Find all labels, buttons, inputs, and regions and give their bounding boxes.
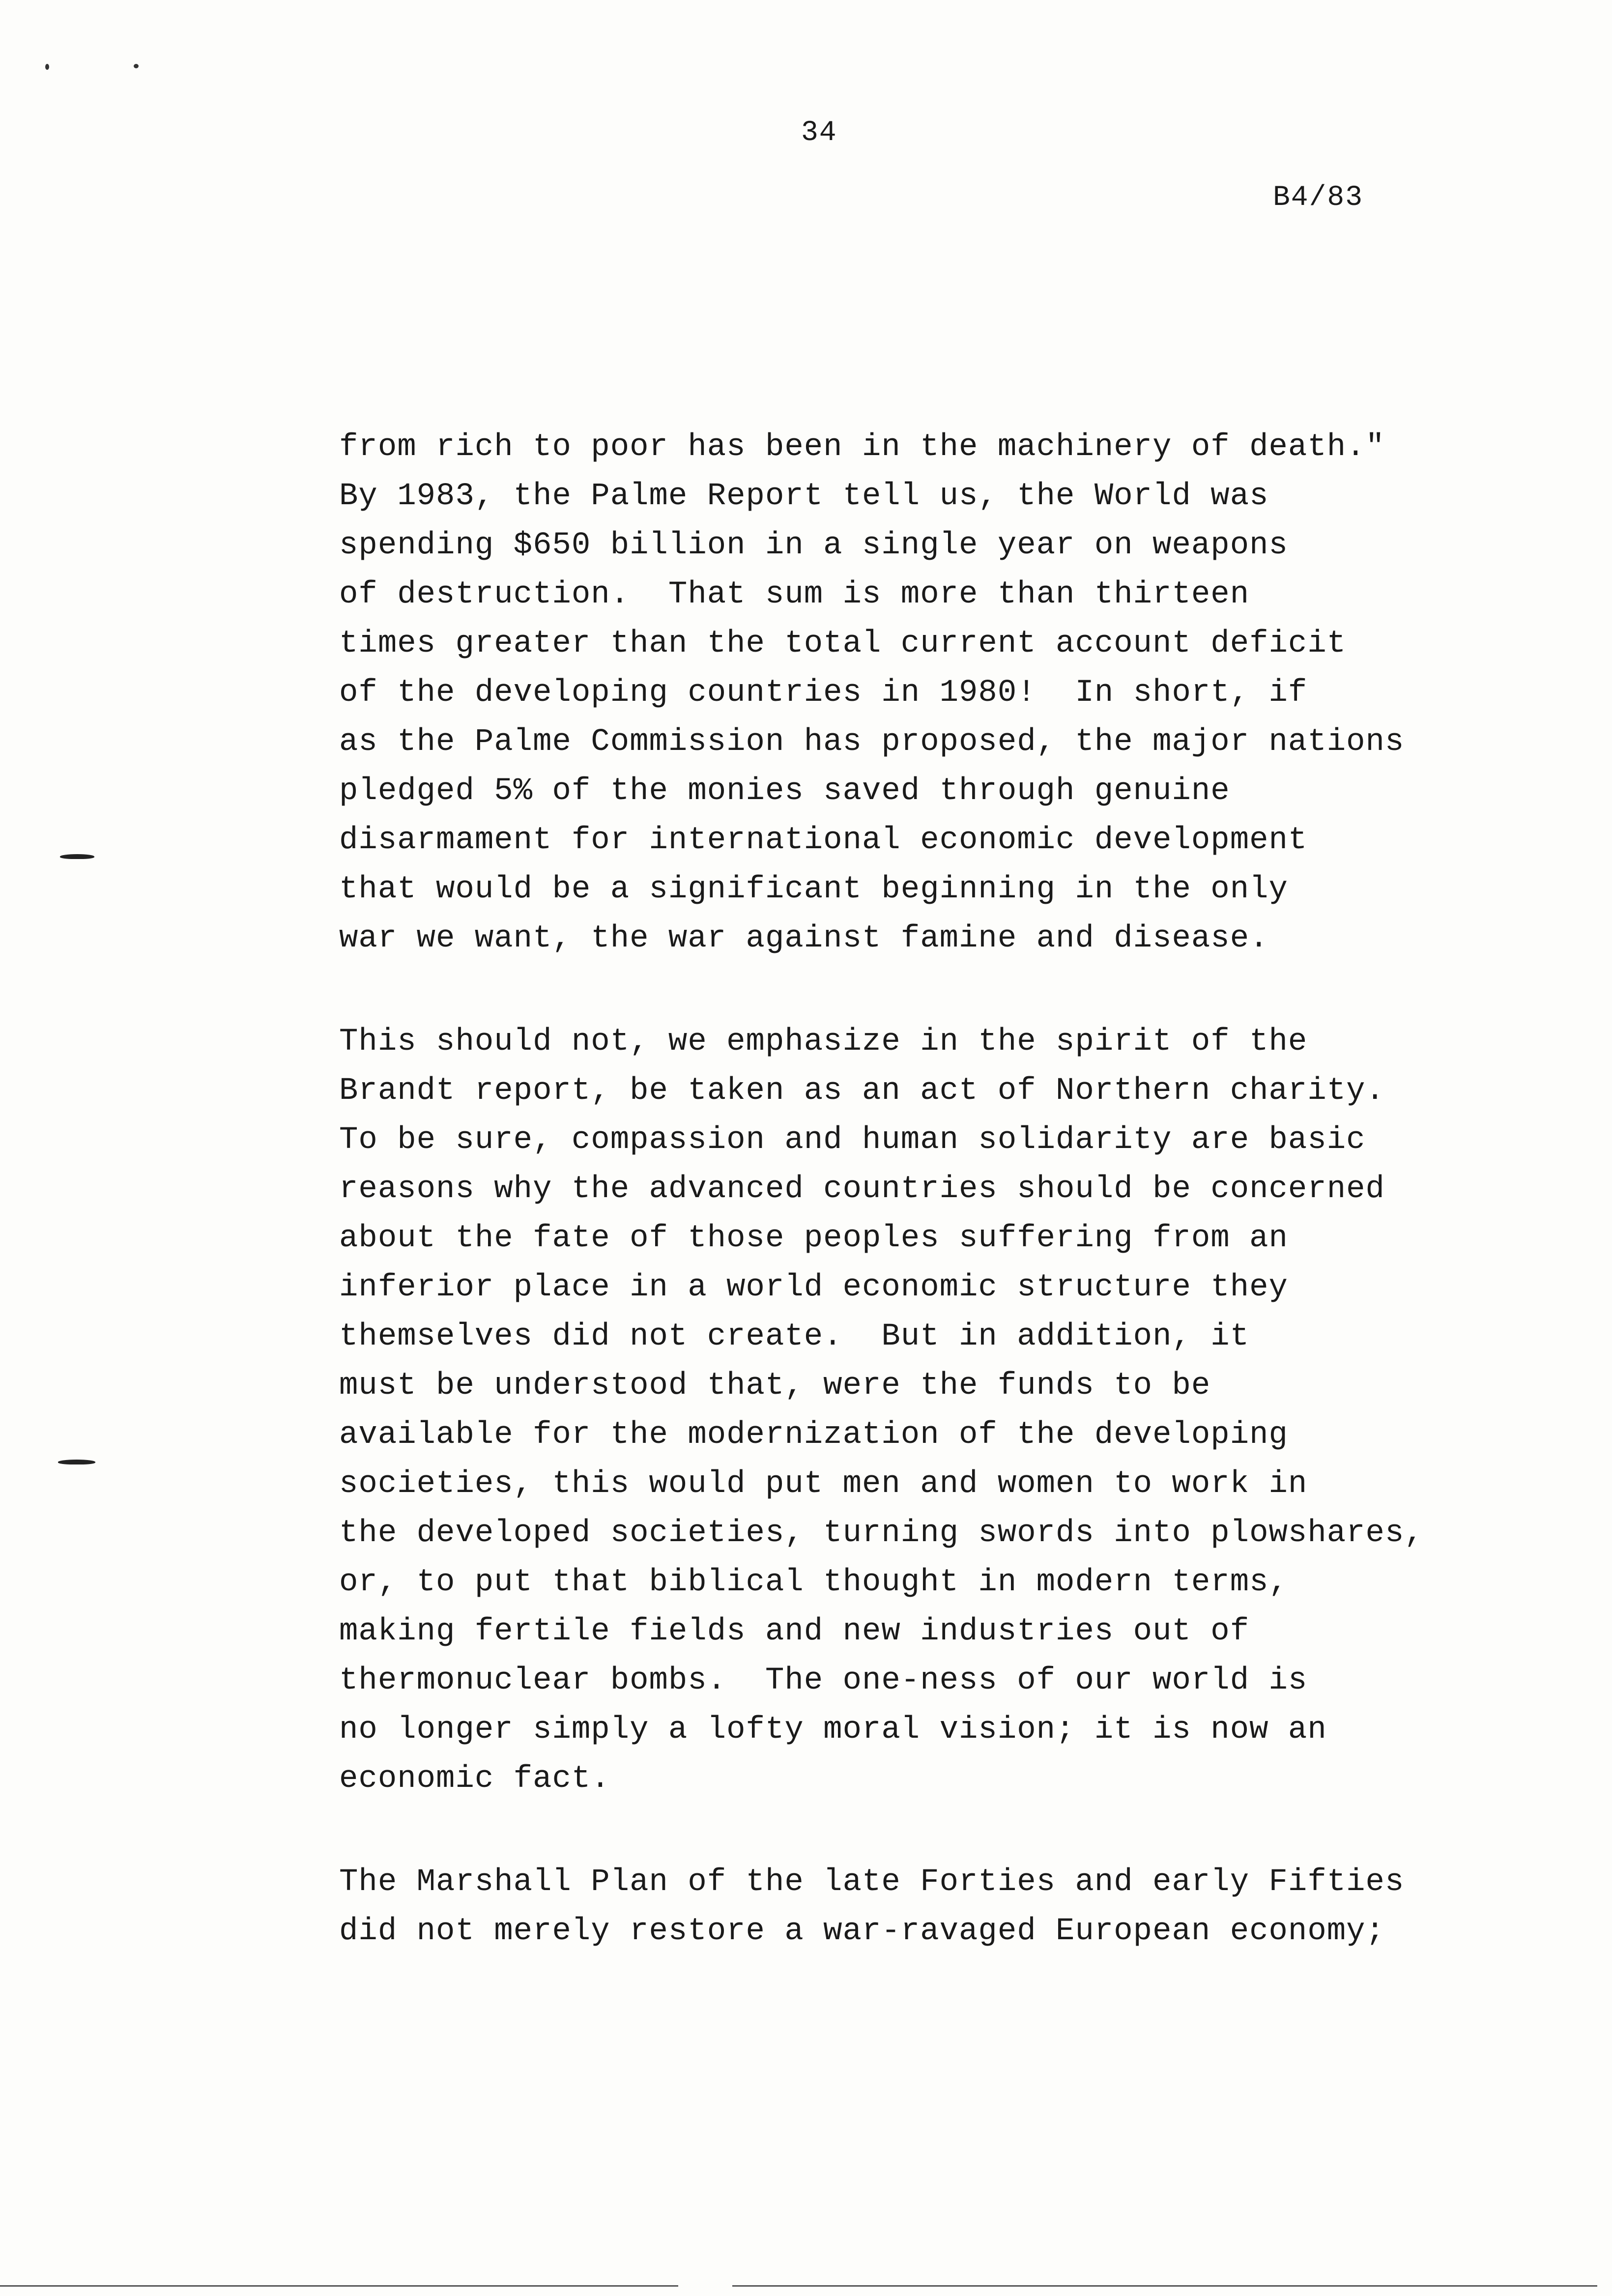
text-line: pledged 5% of the monies saved through genuine bbox=[339, 774, 1230, 809]
text-line: from rich to poor has been in the machinery of death." bbox=[339, 430, 1385, 465]
text-line: making fertile fields and new industries out of bbox=[339, 1614, 1250, 1649]
scan-speck bbox=[45, 64, 49, 70]
paragraph-2 bbox=[339, 1017, 1489, 1804]
text-line: themselves did not create. But in addition, it bbox=[339, 1319, 1250, 1354]
text-line: of destruction. That sum is more than thirteen bbox=[339, 577, 1250, 612]
text-line: To be sure, compassion and human solidarity are basic bbox=[339, 1122, 1366, 1158]
text-line: did not merely restore a war-ravaged European economy; bbox=[339, 1914, 1385, 1949]
paragraph-spacer bbox=[339, 963, 1489, 1017]
text-line: This should not, we emphasize in the spirit of the bbox=[339, 1024, 1308, 1060]
text-line: no longer simply a lofty moral vision; it is now an bbox=[339, 1712, 1327, 1748]
text-line: thermonuclear bombs. The one-ness of our world is bbox=[339, 1663, 1308, 1698]
text-line: reasons why the advanced countries should be concerned bbox=[339, 1172, 1385, 1207]
paragraph-spacer bbox=[339, 1804, 1489, 1858]
margin-mark bbox=[60, 854, 94, 859]
text-line: spending $650 billion in a single year on weapons bbox=[339, 528, 1288, 563]
scan-speck bbox=[134, 64, 139, 68]
text-line: disarmament for international economic development bbox=[339, 823, 1308, 858]
text-line: times greater than the total current account deficit bbox=[339, 626, 1347, 661]
page-number: 34 bbox=[801, 117, 837, 149]
text-line: economic fact. bbox=[339, 1761, 610, 1797]
text-line: about the fate of those peoples suffering from an bbox=[339, 1221, 1288, 1256]
text-line: the developed societies, turning swords into plowshares, bbox=[339, 1516, 1424, 1551]
text-line: available for the modernization of the developing bbox=[339, 1417, 1288, 1453]
bottom-rule bbox=[732, 2285, 1597, 2287]
text-line: that would be a significant beginning in the only bbox=[339, 872, 1288, 907]
text-line: as the Palme Commission has proposed, the major nations bbox=[339, 724, 1405, 760]
paragraph-1 bbox=[339, 423, 1489, 963]
text-line: By 1983, the Palme Report tell us, the World was bbox=[339, 479, 1269, 514]
text-line: or, to put that biblical thought in modern terms, bbox=[339, 1565, 1288, 1600]
paragraph-3 bbox=[339, 1858, 1489, 1956]
text-line: inferior place in a world economic structure they bbox=[339, 1270, 1288, 1305]
bottom-rule bbox=[0, 2285, 678, 2287]
body-text bbox=[339, 423, 1489, 1956]
document-reference: B4/83 bbox=[1273, 182, 1364, 214]
text-line: war we want, the war against famine and disease. bbox=[339, 921, 1269, 956]
text-line: societies, this would put men and women to work in bbox=[339, 1466, 1308, 1502]
text-line: of the developing countries in 1980! In short, if bbox=[339, 675, 1308, 711]
margin-mark bbox=[58, 1460, 95, 1464]
text-line: must be understood that, were the funds to be bbox=[339, 1368, 1211, 1404]
text-line: The Marshall Plan of the late Forties and early Fifties bbox=[339, 1865, 1405, 1900]
text-line: Brandt report, be taken as an act of Northern charity. bbox=[339, 1073, 1385, 1109]
